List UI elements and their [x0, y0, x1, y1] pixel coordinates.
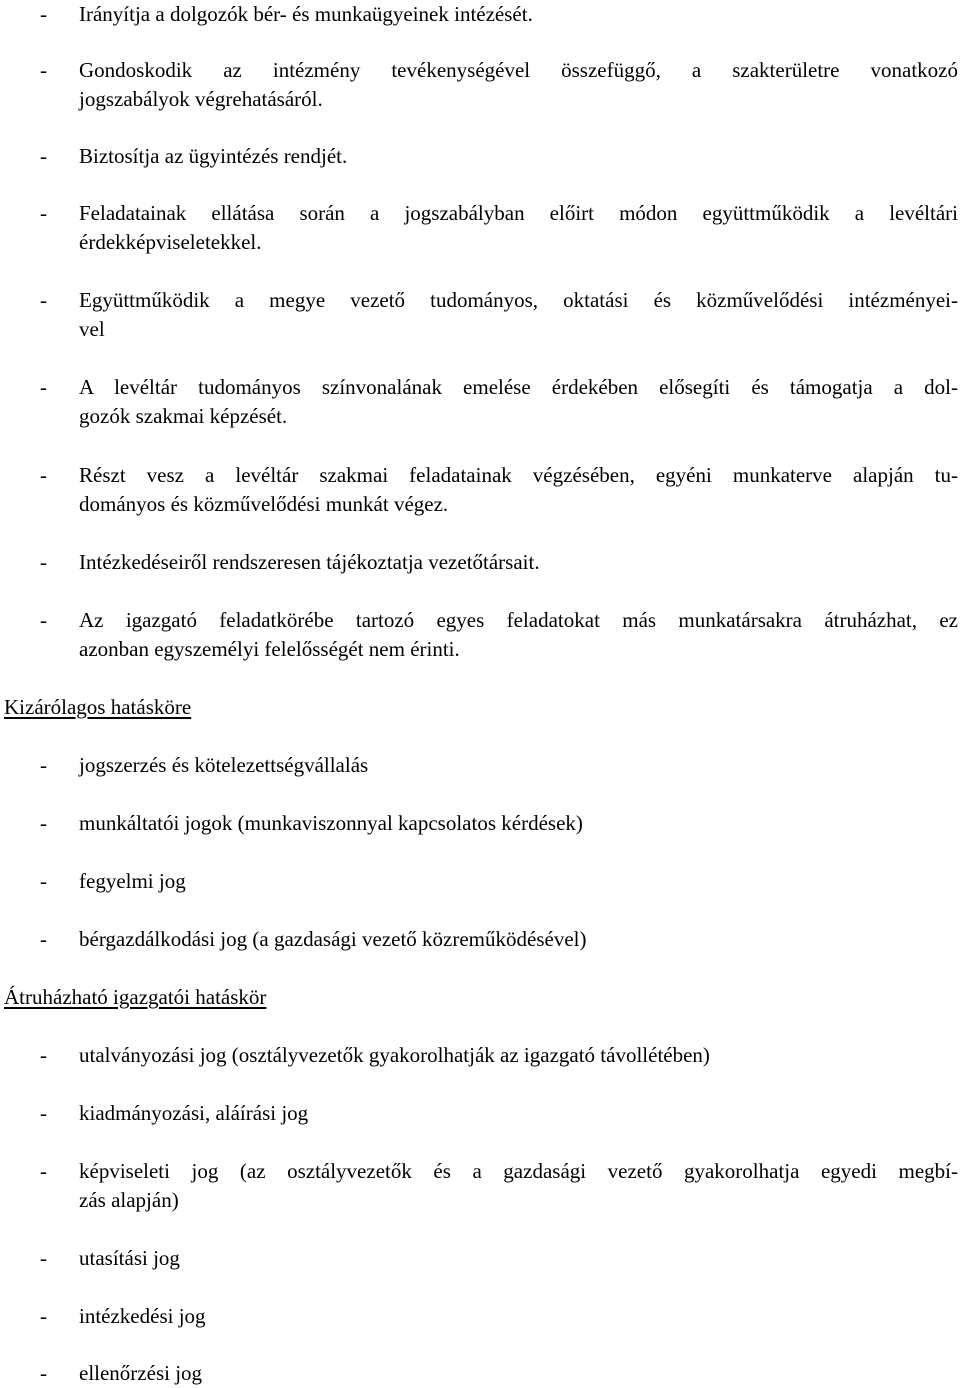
list-item-text: utasítási jog [79, 1246, 180, 1270]
list-item-text: A levéltár tudományos színvonalának emelése érdekében elősegíti és támogatja a dol- [79, 375, 958, 399]
list-item-text: fegyelmi jog [79, 869, 186, 893]
list-item-text: Az igazgató feladatkörébe tartozó egyes feladatokat más munkatársakra átruházhat, ez [79, 608, 958, 632]
list-dash: - [40, 550, 47, 574]
list-dash: - [40, 1246, 47, 1270]
list-dash: - [40, 144, 47, 168]
list-item-text: munkáltatói jogok (munkaviszonnyal kapcsolatos kérdések) [79, 811, 583, 835]
list-dash: - [40, 2, 47, 26]
list-dash: - [40, 1361, 47, 1385]
list-item-text: Irányítja a dolgozók bér- és munkaügyeinek intézését. [79, 2, 533, 26]
list-dash: - [40, 927, 47, 951]
list-dash: - [40, 58, 47, 82]
list-dash: - [40, 753, 47, 777]
list-item-text: vel [79, 317, 105, 341]
list-dash: - [40, 1043, 47, 1067]
list-item-text: dományos és közművelődési munkát végez. [79, 492, 449, 516]
list-dash: - [40, 811, 47, 835]
list-item-text: gozók szakmai képzését. [79, 404, 288, 428]
list-dash: - [40, 375, 47, 399]
section-heading-transferable: Átruházható igazgatói hatáskör [4, 985, 267, 1009]
list-dash: - [40, 463, 47, 487]
list-dash: - [40, 608, 47, 632]
list-item-text: Biztosítja az ügyintézés rendjét. [79, 144, 348, 168]
list-item-text: kiadmányozási, aláírási jog [79, 1101, 309, 1125]
list-dash: - [40, 288, 47, 312]
list-item-text: képviseleti jog (az osztályvezetők és a gazdasági vezető gyakorolhatja egyedi megbí- [79, 1159, 958, 1183]
list-item-text: zás alapján) [79, 1188, 179, 1212]
list-dash: - [40, 1159, 47, 1183]
list-dash: - [40, 1304, 47, 1328]
list-item-text: Részt vesz a levéltár szakmai feladatainak végzésében, egyéni munkaterve alapján tu- [79, 463, 958, 487]
list-item-text: jogszabályok végrehatásáról. [79, 87, 323, 111]
list-dash: - [40, 869, 47, 893]
list-item-text: Gondoskodik az intézmény tevékenységével összefüggő, a szakterületre vonatkozó [79, 58, 958, 82]
list-dash: - [40, 201, 47, 225]
list-dash: - [40, 1101, 47, 1125]
list-item-text: Intézkedéseiről rendszeresen tájékoztatja vezetőtársait. [79, 550, 540, 574]
list-item-text: jogszerzés és kötelezettségvállalás [79, 753, 369, 777]
list-item-text: érdekképviseletekkel. [79, 230, 262, 254]
list-item-text: bérgazdálkodási jog (a gazdasági vezető közreműködésével) [79, 927, 587, 951]
list-item-text: Feladatainak ellátása során a jogszabályban előirt módon együttműködik a levéltári [79, 201, 958, 225]
list-item-text: intézkedési jog [79, 1304, 206, 1328]
list-item-text: utalványozási jog (osztályvezetők gyakorolhatják az igazgató távollétében) [79, 1043, 710, 1067]
list-item-text: Együttműködik a megye vezető tudományos, oktatási és közművelődési intézményei- [79, 288, 958, 312]
section-heading-exclusive: Kizárólagos hatásköre [4, 695, 192, 719]
list-item-text: ellenőrzési jog [79, 1361, 203, 1385]
list-item-text: azonban egyszemélyi felelősségét nem érinti. [79, 637, 460, 661]
